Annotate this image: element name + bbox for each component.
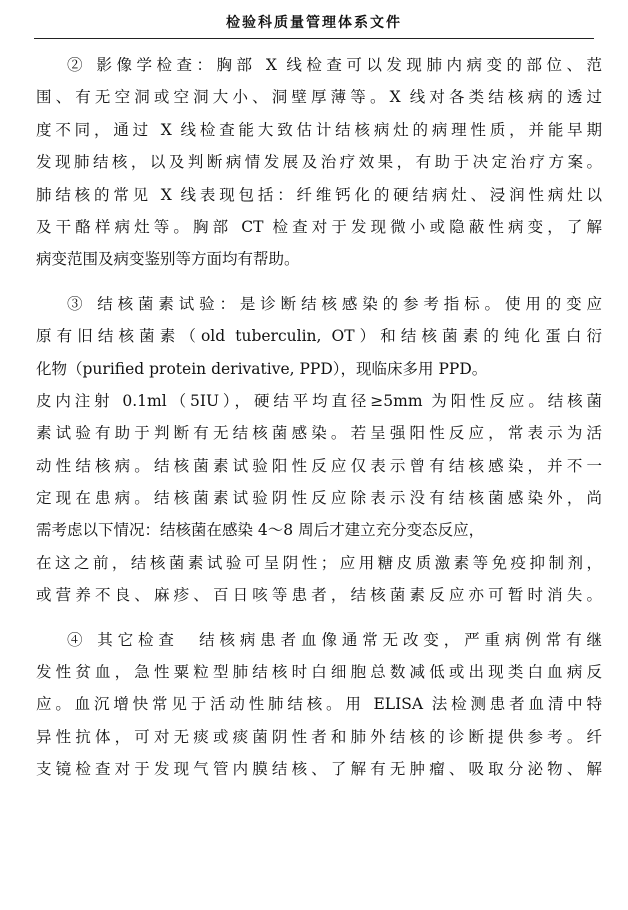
page-header <box>34 8 594 39</box>
document-body <box>36 49 602 910</box>
paragraph-line: 病变范围及病变鉴别等方面均有帮助。 <box>36 250 300 269</box>
paragraph-line: 肺结核的常见 X 线表现包括：纤维钙化的硬结病灶、浸润性病灶以 <box>36 185 602 204</box>
paragraph-line: 发性贫血，急性粟粒型肺结核时白细胞总数减低或出现类白血病反 <box>36 663 602 682</box>
paragraph-line: 围、有无空洞或空洞大小、洞壁厚薄等。X 线对各类结核病的透过 <box>36 88 602 107</box>
paragraph-line: 原有旧结核菌素（old tuberculin, OT）和结核菌素的纯化蛋白衍 <box>36 327 602 346</box>
paragraph-line: 化物（purified protein derivative, PPD），现临床多用 PPD。 <box>36 359 488 378</box>
header-title: 检验科质量管理体系文件 <box>226 15 402 31</box>
paragraph-line: 发现肺结核，以及判断病情发展及治疗效果，有助于决定治疗方案。 <box>36 153 602 172</box>
paragraph-line: 应。血沉增快常见于活动性肺结核。用 ELISA 法检测患者血清中特 <box>36 695 602 714</box>
paragraph-line: 及干酪样病灶等。胸部 CT 检查对于发现微小或隐蔽性病变，了解 <box>36 217 602 236</box>
paragraph-line: ④ 其它检查 结核病患者血像通常无改变，严重病例常有继 <box>67 630 602 649</box>
paragraph-line: 需考虑以下情况：结核菌在感染 4～8 周后才建立充分变态反应， <box>36 521 485 540</box>
paragraph-line: 度不同，通过 X 线检查能大致估计结核病灶的病理性质，并能早期 <box>36 120 602 139</box>
paragraph-line: 皮内注射 0.1ml（5IU），硬结平均直径≥5mm 为阳性反应。结核菌 <box>36 391 602 410</box>
section-tuberculin-test <box>36 288 602 612</box>
paragraph-line: 在这之前，结核菌素试验可呈阴性；应用糖皮质激素等免疫抑制剂， <box>36 553 602 572</box>
paragraph-line: ② 影像学检查：胸部 X 线检查可以发现肺内病变的部位、范 <box>67 56 602 74</box>
paragraph-line: 异性抗体，可对无痰或痰菌阴性者和肺外结核的诊断提供参考。纤 <box>36 727 602 746</box>
paragraph-line: ③ 结核菌素试验：是诊断结核感染的参考指标。使用的变应 <box>67 294 602 313</box>
section-other-exams <box>36 624 602 786</box>
paragraph-line: 支镜检查对于发现气管内膜结核、了解有无肿瘤、吸取分泌物、解 <box>36 760 602 779</box>
paragraph-line: 或营养不良、麻疹、百日咳等患者，结核菌素反应亦可暂时消失。 <box>36 586 602 605</box>
section-imaging-exam <box>36 49 602 276</box>
paragraph-line: 定现在患病。结核菌素试验阴性反应除表示没有结核菌感染外，尚 <box>36 489 602 508</box>
paragraph-line: 素试验有助于判断有无结核菌感染。若呈强阳性反应，常表示为活 <box>36 424 602 443</box>
paragraph-line: 动性结核病。结核菌素试验阳性反应仅表示曾有结核感染，并不一 <box>36 456 602 475</box>
